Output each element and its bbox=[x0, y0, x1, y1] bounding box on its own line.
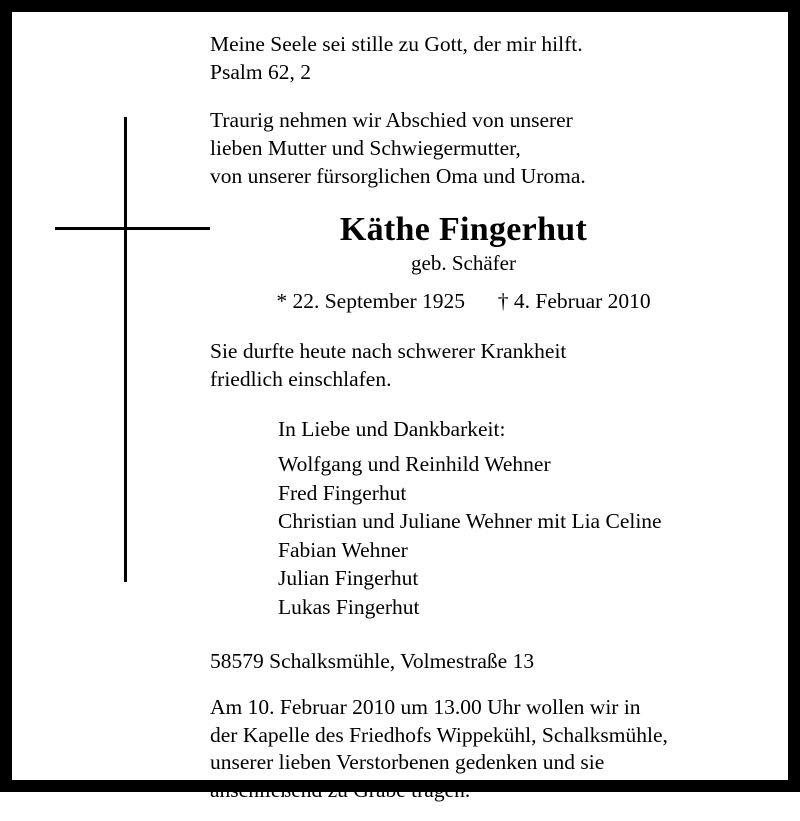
funeral-details bbox=[210, 694, 790, 804]
verse-reference: Psalm 62, 2 bbox=[210, 60, 311, 84]
passing-paragraph bbox=[210, 337, 790, 393]
deceased-maiden-name: geb. Schäfer bbox=[411, 251, 516, 275]
deceased-block bbox=[212, 208, 715, 321]
bible-verse bbox=[210, 30, 790, 86]
intro-line-2: lieben Mutter und Schwiegermutter, bbox=[210, 136, 521, 160]
family-member: Julian Fingerhut bbox=[278, 566, 419, 590]
deceased-dates bbox=[212, 281, 715, 321]
family-member: Christian und Juliane Wehner mit Lia Celine bbox=[278, 509, 662, 533]
funeral-line-1: Am 10. Februar 2010 um 13.00 Uhr wollen wir in bbox=[210, 695, 641, 719]
intro-line-3: von unserer fürsorglichen Oma und Uroma. bbox=[210, 164, 586, 188]
cross-vertical-bar bbox=[124, 117, 127, 582]
address-line: 58579 Schalksmühle, Volmestraße 13 bbox=[210, 649, 535, 673]
address-block bbox=[210, 647, 790, 675]
death-date: † 4. Februar 2010 bbox=[497, 289, 651, 313]
verse-text: Meine Seele sei stille zu Gott, der mir hilft. bbox=[210, 32, 583, 56]
intro-line-1: Traurig nehmen wir Abschied von unserer bbox=[210, 108, 573, 132]
family-list bbox=[210, 450, 790, 621]
family-member: Wolfgang und Reinhild Wehner bbox=[278, 452, 551, 476]
cross-icon bbox=[42, 117, 222, 592]
notice-text-column bbox=[210, 30, 790, 821]
family-member: Fabian Wehner bbox=[278, 537, 408, 562]
funeral-line-3: unserer lieben Verstorbenen gedenken und sie bbox=[210, 750, 605, 774]
passing-line-1: Sie durfte heute nach schwerer Krankheit bbox=[210, 339, 567, 363]
funeral-line-2: der Kapelle des Friedhofs Wippekühl, Schalksmühle, bbox=[210, 722, 668, 747]
notice-inner bbox=[12, 12, 788, 802]
birth-date: * 22. September 1925 bbox=[276, 289, 466, 313]
intro-paragraph bbox=[210, 106, 790, 190]
funeral-line-4: anschließend zu Grabe tragen. bbox=[210, 777, 471, 802]
family-member: Lukas Fingerhut bbox=[278, 594, 420, 619]
family-heading: In Liebe und Dankbarkeit: bbox=[278, 417, 506, 441]
cross-horizontal-bar bbox=[55, 227, 210, 230]
passing-line-2: friedlich einschlafen. bbox=[210, 367, 392, 391]
deceased-name: Käthe Fingerhut bbox=[339, 211, 588, 248]
family-member: Fred Fingerhut bbox=[278, 480, 407, 505]
